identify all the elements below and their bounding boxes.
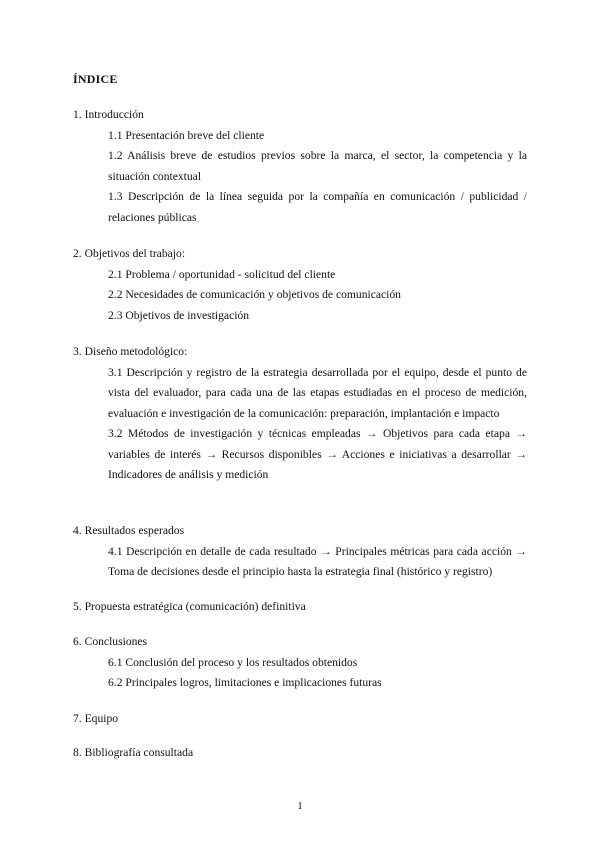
toc-subitem: 4.1 Descripción en detalle de cada resultado → Principales métricas para cada acción → Toma de decisiones desde el principio hasta la estrategia final (histórico y registro) [108, 544, 527, 578]
toc-section-introduction [73, 105, 527, 228]
toc-section-methodology [73, 342, 527, 486]
toc-section-title: 3. Diseño metodológico: [73, 345, 188, 358]
toc-subitem: 1.1 Presentación breve del cliente [108, 128, 265, 142]
toc-subitem: 6.2 Principales logros, limitaciones e implicaciones futuras [108, 676, 382, 689]
toc-section-title: 2. Objetivos del trabajo: [73, 247, 186, 260]
toc-section-bibliography [73, 743, 527, 764]
index-title: ÍNDICE [73, 72, 118, 86]
toc-subitem: 3.1 Descripción y registro de la estrategia desarrollada por el equipo, desde el punto de vista del evaluador, para cada una de las etapas estudiadas en el proceso de medición, evaluación e investigación de la comunicación: preparación, implantación e impacto [108, 365, 527, 420]
toc-section-title: 1. Introducción [73, 108, 144, 121]
page-number: 1 [297, 800, 303, 812]
toc-section-team [73, 709, 527, 730]
toc-section-objectives [73, 244, 527, 326]
toc-section-title: 7. Equipo [73, 712, 119, 725]
toc-subitem: 2.2 Necesidades de comunicación y objetivos de comunicación [108, 288, 401, 301]
toc-subitem: 3.2 Métodos de investigación y técnicas empleadas → Objetivos para cada etapa → variables de interés → Recursos disponibles → Acciones e iniciativas a desarrollar → Indicadores de análisis y medición [108, 427, 527, 481]
toc-subitem: 2.1 Problema / oportunidad - solicitud del cliente [108, 267, 336, 281]
toc-section-title: 5. Propuesta estratégica (comunicación) definitiva [73, 600, 306, 613]
toc-subitem: 1.2 Análisis breve de estudios previos sobre la marca, el sector, la competencia y la situación contextual [108, 149, 527, 183]
toc-subitem: 6.1 Conclusión del proceso y los resultados obtenidos [108, 655, 358, 669]
toc-subitem: 1.3 Descripción de la línea seguida por la compañía en comunicación / publicidad / relaciones públicas [108, 190, 527, 224]
toc-section-conclusions [73, 632, 527, 694]
toc-section-title: 6. Conclusiones [73, 635, 148, 648]
toc-subitem: 2.3 Objetivos de investigación [108, 308, 250, 322]
toc-section-expected-results [73, 521, 527, 583]
toc-section-title: 4. Resultados esperados [73, 524, 185, 537]
toc-section-title: 8. Bibliografía consultada [73, 746, 194, 759]
toc-section-strategic-proposal [73, 597, 527, 618]
